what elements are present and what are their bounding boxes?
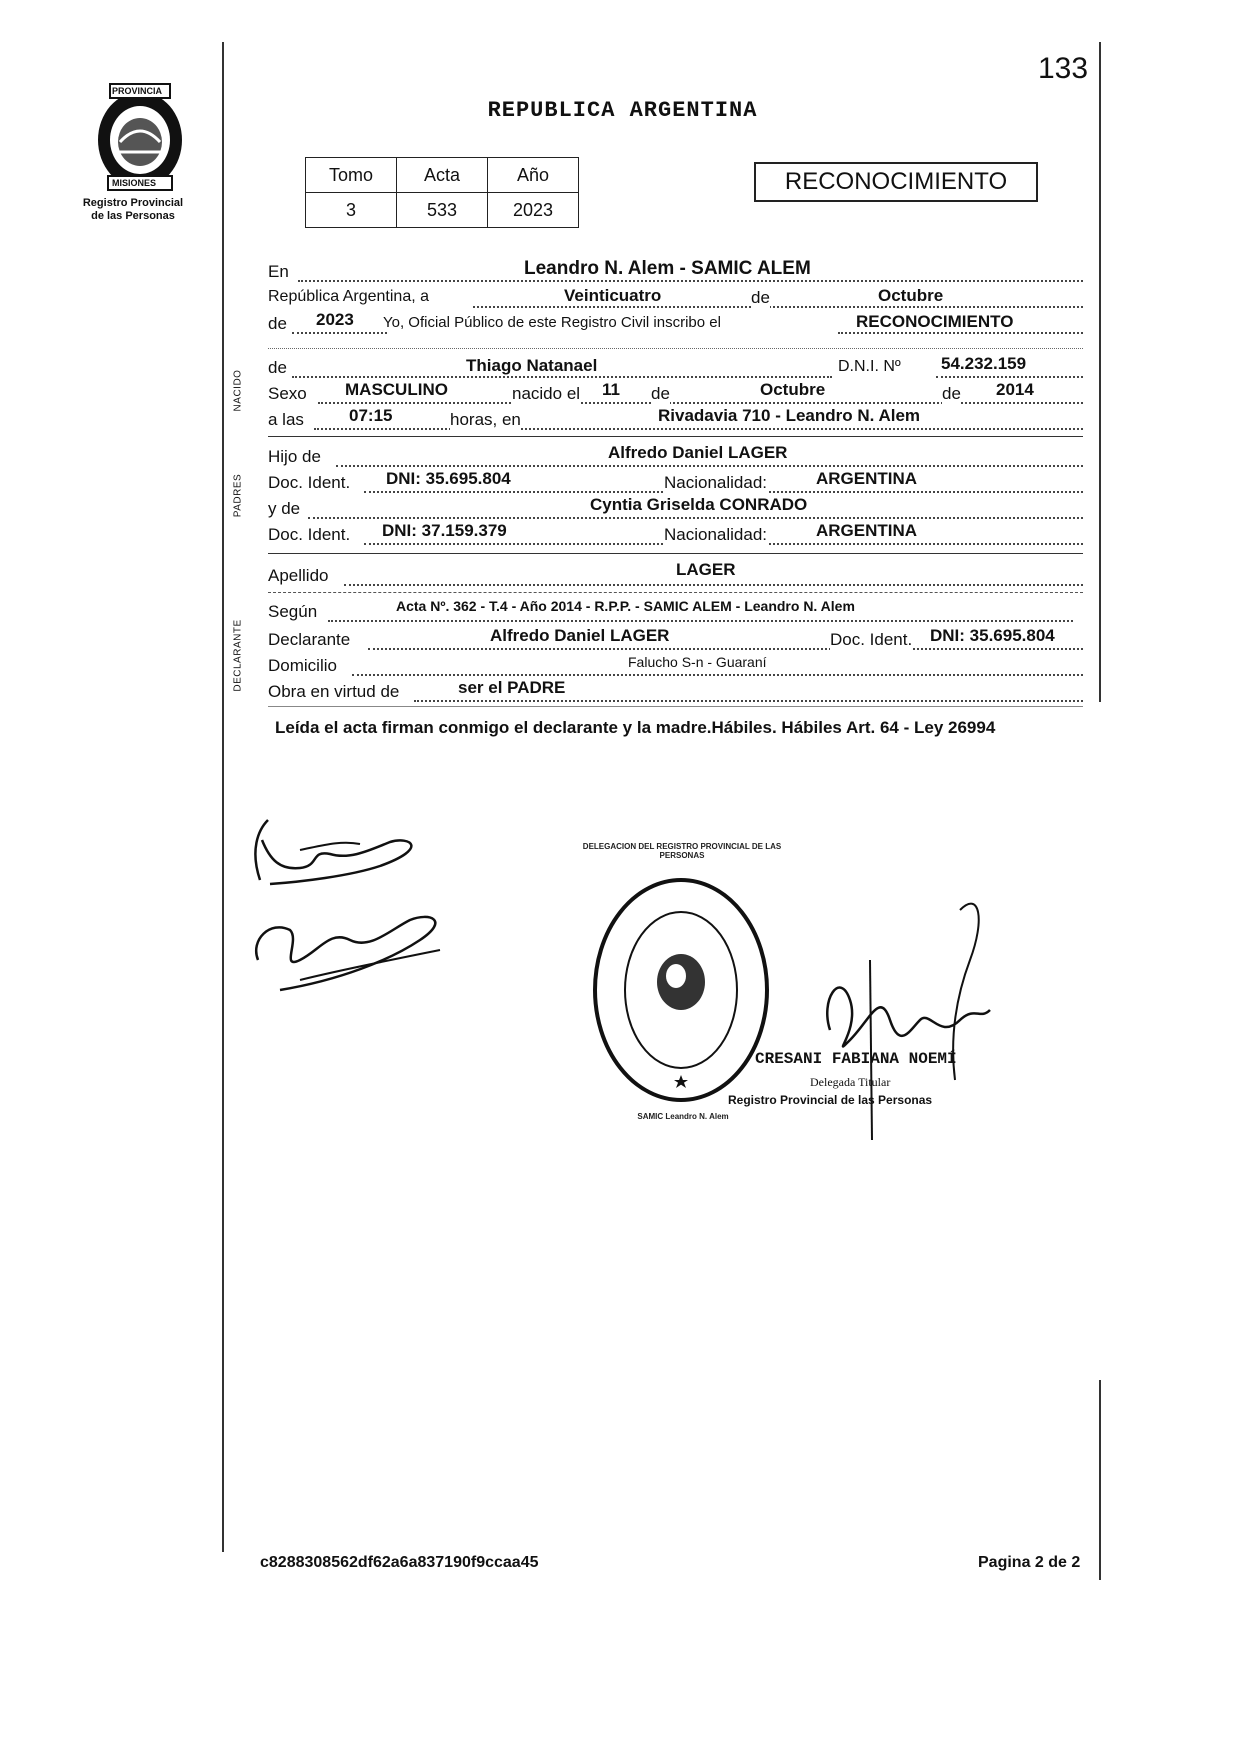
row-nacido-name [268, 354, 1083, 378]
page-number: 133 [1038, 52, 1089, 85]
register-header-anio: Año [488, 158, 579, 193]
right-margin-line [1099, 42, 1101, 702]
row-segun [268, 598, 1083, 622]
value-day: Veinticuatro [564, 286, 662, 305]
label-mother-nat: Nacionalidad: [664, 525, 768, 544]
dots [838, 332, 1083, 334]
label-sexo: Sexo [268, 384, 307, 403]
label-domicilio: Domicilio [268, 656, 337, 675]
register-header-acta: Acta [397, 158, 488, 193]
nacido-section-label: NACIDO [232, 369, 244, 412]
value-obra: ser el PADRE [458, 678, 566, 697]
dots [292, 376, 832, 378]
register-value-row [306, 193, 579, 228]
row-father-doc [268, 469, 1083, 493]
dots [352, 674, 1083, 676]
register-header-row [306, 158, 579, 193]
document-hash: c8288308562df62a6a837190f9ccaa45 [260, 1554, 539, 1571]
dots [368, 648, 1083, 650]
value-birth-year: 2014 [996, 380, 1034, 399]
label-de: de [751, 288, 770, 307]
label-dni: D.N.I. Nº [838, 358, 901, 375]
label-en: En [268, 262, 289, 281]
value-domicilio: Falucho S-n - Guaraní [628, 654, 767, 670]
closing-note: Leída el acta firman conmigo el declarante y la madre.Hábiles. Hábiles Art. 64 - Ley 26994 [275, 718, 996, 737]
value-year: 2023 [316, 310, 354, 329]
padres-section-label: PADRES [232, 473, 244, 518]
nacido-top-rule [268, 348, 1083, 349]
label-de-birth-year: de [942, 384, 961, 403]
row-apellido [268, 560, 1083, 586]
value-mother-name: Cyntia Griselda CONRADO [590, 495, 808, 514]
emblem-top-text: PROVINCIA [112, 86, 163, 96]
value-apellido: LAGER [676, 560, 736, 579]
row-horas [268, 406, 1083, 430]
row-republica [268, 288, 1083, 308]
register-value-tomo: 3 [306, 193, 397, 228]
logo-caption-line-1: Registro Provincial [82, 197, 184, 209]
value-child-dni: 54.232.159 [941, 354, 1027, 373]
seal-outer-text: DELEGACION DEL REGISTRO PROVINCIAL DE LAS PERSONAS [582, 842, 782, 860]
label-y-de: y de [268, 499, 301, 518]
declarante-bottom-rule [268, 706, 1083, 707]
value-mother-doc: DNI: 37.159.379 [382, 521, 507, 540]
value-child-name: Thiago Natanael [466, 356, 598, 375]
label-a-las: a las [268, 410, 304, 429]
label-hijo-de: Hijo de [268, 447, 321, 466]
value-birth-place: Rivadavia 710 - Leandro N. Alem [658, 406, 921, 425]
label-obra: Obra en virtud de [268, 682, 400, 701]
label-nacido-el: nacido el [512, 384, 581, 403]
left-margin-line [222, 42, 224, 1552]
row-sexo [268, 380, 1083, 404]
label-republica: República Argentina, a [268, 288, 429, 305]
value-father-nat: ARGENTINA [816, 469, 918, 488]
dots [473, 306, 1083, 308]
value-sexo: MASCULINO [345, 380, 448, 399]
dots [336, 465, 1083, 467]
register-value-acta: 533 [397, 193, 488, 228]
row-declarante [268, 626, 1083, 650]
value-en: Leandro N. Alem - SAMIC ALEM [524, 258, 811, 279]
seal-inner-text: SAMIC Leandro N. Alem [637, 1112, 729, 1121]
row-domicilio [268, 656, 1083, 676]
value-segun: Acta Nº. 362 - T.4 - Año 2014 - R.P.P. - SAMIC ALEM - Leandro N. Alem [396, 598, 855, 614]
right-margin-line-lower [1099, 1380, 1101, 1580]
value-birth-month: Octubre [760, 380, 826, 399]
registry-seal-icon [586, 870, 776, 1110]
row-obra [268, 678, 1083, 702]
signer-name: CRESANI FABIANA NOEMÍ [755, 1050, 957, 1068]
document-type-box: RECONOCIMIENTO [754, 162, 1038, 202]
register-value-anio: 2023 [488, 193, 579, 228]
label-mother-doc: Doc. Ident. [268, 525, 351, 544]
value-month: Octubre [878, 286, 944, 305]
signer-role: Delegada Titular [810, 1075, 891, 1089]
label-father-nat: Nacionalidad: [664, 473, 768, 492]
row-hijo-de [268, 443, 1083, 467]
row-mother-doc [268, 521, 1083, 545]
value-time: 07:15 [349, 406, 393, 425]
register-table [305, 157, 579, 228]
value-declarante: Alfredo Daniel LAGER [490, 626, 670, 645]
value-father-doc: DNI: 35.695.804 [386, 469, 511, 488]
emblem-bottom-text: MISIONES [112, 178, 157, 188]
apellido-top-rule [268, 553, 1083, 554]
dots [328, 620, 1073, 622]
value-mother-nat: ARGENTINA [816, 521, 918, 540]
label-declarante-doc: Doc. Ident. [830, 630, 913, 649]
label-segun: Según [268, 602, 318, 621]
dots [344, 584, 1083, 586]
label-apellido: Apellido [268, 566, 329, 585]
row-en [268, 258, 1083, 282]
logo-caption [58, 197, 208, 223]
dots [298, 280, 1083, 282]
label-father-doc: Doc. Ident. [268, 473, 351, 492]
dots [414, 700, 1083, 702]
label-declarante: Declarante [268, 630, 351, 649]
dots [292, 332, 387, 334]
row-inscribo [268, 310, 1083, 334]
declarante-top-rule [268, 592, 1083, 593]
value-declarante-doc: DNI: 35.695.804 [930, 626, 1055, 645]
padres-top-rule [268, 436, 1083, 437]
label-inscribo: Yo, Oficial Público de este Registro Civil inscribo el [383, 314, 721, 331]
declarante-signature-icon [240, 810, 470, 1020]
value-birth-day: 11 [602, 380, 620, 399]
label-horas-en: horas, en [450, 410, 521, 429]
value-inscribo: RECONOCIMIENTO [856, 312, 1014, 331]
dots [314, 428, 1083, 430]
value-father-name: Alfredo Daniel LAGER [608, 443, 788, 462]
signer-org: Registro Provincial de las Personas [728, 1093, 933, 1107]
label-de-birth-month: de [651, 384, 670, 403]
row-y-de [268, 495, 1083, 519]
label-de-year: de [268, 314, 287, 333]
document-title: REPUBLICA ARGENTINA [487, 98, 758, 123]
dots [318, 402, 1083, 404]
page-indicator: Pagina 2 de 2 [978, 1554, 1081, 1571]
dots [308, 517, 1083, 519]
logo-caption-line-2: de las Personas [91, 210, 175, 222]
declarante-section-label: DECLARANTE [232, 619, 244, 692]
label-de-name: de [268, 358, 287, 377]
dots [936, 376, 1083, 378]
register-header-tomo: Tomo [306, 158, 397, 193]
